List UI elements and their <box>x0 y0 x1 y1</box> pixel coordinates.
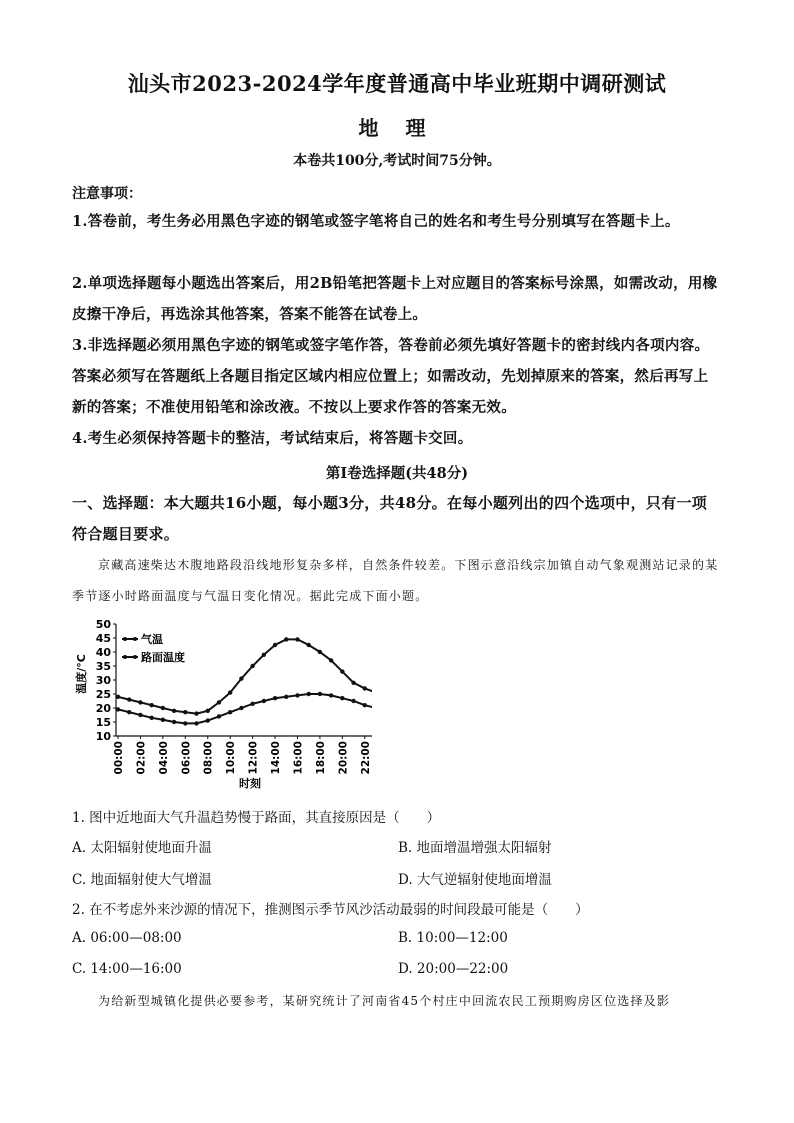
data-point <box>340 696 344 700</box>
x-tick-label: 22:00 <box>359 741 372 775</box>
data-point <box>194 721 198 725</box>
legend-marker <box>133 655 137 659</box>
question-stem-2: 为给新型城镇化提供必要参考，某研究统计了河南省45个村庄中回流农民工预期购房区位选择及影 <box>98 994 671 1008</box>
data-point <box>116 707 120 711</box>
y-tick-label: 40 <box>95 646 111 659</box>
data-point <box>363 686 367 690</box>
data-point <box>138 713 142 717</box>
data-point <box>329 693 333 697</box>
data-point <box>149 716 153 720</box>
q2-option-c: C. 14:00—16:00 <box>72 961 182 977</box>
x-tick-label: 02:00 <box>135 741 148 775</box>
legend-marker <box>123 637 127 641</box>
question-stem-1: 京藏高速柴达木腹地路段沿线地形复杂多样，自然条件较差。下图示意沿线宗加镇自动气象观测站记录的某季节逐小时路面温度与气温日变化情况。据此完成下面小题。 <box>72 558 719 603</box>
data-point <box>318 650 322 654</box>
exam-meta: 本卷共100分,考试时间75分钟。 <box>293 153 501 169</box>
data-point <box>172 709 176 713</box>
note-item-2: 2.单项选择题每小题选出答案后，用2B铅笔把答题卡上对应题目的答案标号涂黑，如需改动，用橡皮擦干净后，再选涂其他答案，答案不能答在试卷上。 <box>72 275 718 323</box>
data-point <box>206 718 210 722</box>
data-point <box>183 721 187 725</box>
data-point <box>239 706 243 710</box>
x-tick-label: 12:00 <box>247 741 260 775</box>
q1-option-c: C. 地面辐射使大气增温 <box>72 872 212 888</box>
data-point <box>149 703 153 707</box>
data-point <box>228 690 232 694</box>
data-point <box>183 710 187 714</box>
data-point <box>340 669 344 673</box>
q1-option-b: B. 地面增温增强太阳辐射 <box>398 840 552 856</box>
data-point <box>329 658 333 662</box>
data-point <box>116 695 120 699</box>
data-point <box>306 692 310 696</box>
y-tick-label: 50 <box>95 618 111 631</box>
y-tick-label: 35 <box>95 660 111 673</box>
data-point <box>351 681 355 685</box>
temperature-chart <box>72 612 372 792</box>
y-tick-label: 45 <box>95 632 111 645</box>
x-tick-label: 16:00 <box>292 741 305 775</box>
q2-option-a: A. 06:00—08:00 <box>72 930 182 946</box>
data-point <box>295 693 299 697</box>
data-point <box>206 709 210 713</box>
x-tick-label: 06:00 <box>180 741 193 775</box>
data-point <box>161 718 165 722</box>
q2-option-d: D. 20:00—22:00 <box>398 961 509 977</box>
data-point <box>295 637 299 641</box>
question-2: 2. 在不考虑外来沙源的情况下，推测图示季节风沙活动最弱的时间段最可能是（ ） <box>72 902 589 918</box>
data-point <box>228 710 232 714</box>
note-item-1: 1.答卷前，考生务必用黑色字迹的钢笔或签字笔将自己的姓名和考生号分别填写在答题卡上。 <box>72 213 680 230</box>
section-title: 第Ⅰ卷选择题(共48分) <box>325 465 469 482</box>
data-point <box>262 653 266 657</box>
x-tick-label: 08:00 <box>202 741 215 775</box>
data-point <box>284 637 288 641</box>
data-point <box>217 700 221 704</box>
x-axis-label: 时刻 <box>239 777 261 790</box>
question-1: 1. 图中近地面大气升温趋势慢于路面，其直接原因是（ ） <box>72 810 441 826</box>
series-line-1 <box>118 694 372 723</box>
data-point <box>250 664 254 668</box>
x-tick-label: 10:00 <box>225 741 238 775</box>
legend-label: 路面温度 <box>141 651 185 664</box>
data-point <box>138 700 142 704</box>
data-point <box>127 710 131 714</box>
data-point <box>194 711 198 715</box>
data-point <box>273 696 277 700</box>
q1-option-a: A. 太阳辐射使地面升温 <box>72 840 212 856</box>
data-point <box>284 695 288 699</box>
legend-marker <box>123 655 127 659</box>
x-tick-label: 20:00 <box>337 741 350 775</box>
legend-label: 气温 <box>141 633 163 646</box>
note-item-3: 3.非选择题必须用黑色字迹的钢笔或签字笔作答，答卷前必须先填好答题卡的密封线内各项内容。答案必须写在答题纸上各题目指定区域内相应位置上；如需改动，先划掉原来的答案，然后再写上新的答案；不准使用铅笔和涂改液。不按以上要求作答的答案无效。 <box>72 337 710 416</box>
data-point <box>161 706 165 710</box>
y-tick-label: 10 <box>95 730 111 743</box>
exam-title: 汕头市2023-2024学年度普通高中毕业班期中调研测试 <box>127 71 667 96</box>
data-point <box>318 692 322 696</box>
y-tick-label: 25 <box>95 688 111 701</box>
q2-option-b: B. 10:00—12:00 <box>398 930 508 946</box>
q1-option-d: D. 大气逆辐射使地面增温 <box>398 872 552 888</box>
data-point <box>127 697 131 701</box>
section-intro: 一、选择题：本大题共16小题，每小题3分，共48分。在每小题列出的四个选项中，只有一项符合题目要求。 <box>72 494 708 543</box>
x-tick-label: 00:00 <box>113 741 125 775</box>
notes-heading: 注意事项： <box>72 186 142 202</box>
data-point <box>250 702 254 706</box>
legend-marker <box>133 637 137 641</box>
y-tick-label: 20 <box>95 702 111 715</box>
x-tick-label: 18:00 <box>314 741 327 775</box>
y-axis-label: 温度/°C <box>75 654 88 694</box>
data-point <box>172 720 176 724</box>
data-point <box>273 643 277 647</box>
data-point <box>217 714 221 718</box>
note-item-4: 4.考生必须保持答题卡的整洁，考试结束后，将答题卡交回。 <box>72 430 473 447</box>
data-point <box>363 703 367 707</box>
data-point <box>306 643 310 647</box>
data-point <box>351 699 355 703</box>
x-tick-label: 14:00 <box>270 741 283 775</box>
y-tick-label: 15 <box>95 716 111 729</box>
y-tick-label: 30 <box>95 674 111 687</box>
data-point <box>262 699 266 703</box>
x-tick-label: 04:00 <box>157 741 170 775</box>
data-point <box>239 676 243 680</box>
subject-title: 地 理 <box>358 116 436 140</box>
